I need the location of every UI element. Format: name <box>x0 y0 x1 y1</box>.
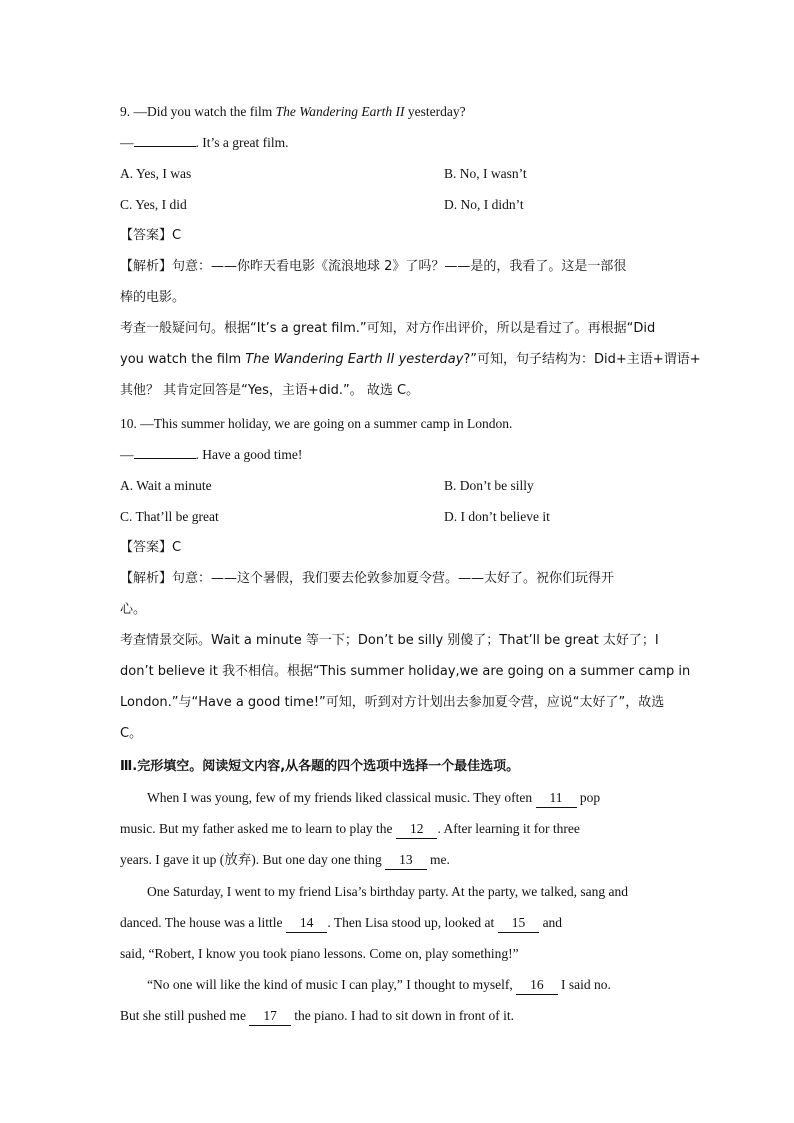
q10-analysis-line-4: don’t believe it 我不相信。根据“This summer holiday,we are going on a summer camp in <box>120 664 691 679</box>
q10-stem: 10. —This summer holiday, we are going on a summer camp in London. <box>120 416 513 431</box>
section-3-heading: Ⅲ.完形填空。阅读短文内容,从各题的四个选项中选择一个最佳选项。 <box>120 759 520 774</box>
blank-14: 14 <box>286 914 328 933</box>
passage-p2-line-1: One Saturday, I went to my friend Lisa’s birthday party. At the party, we talked, sang and <box>147 884 628 899</box>
q9-analysis-line-1: 【解析】句意：——你昨天看电影《流浪地球 2》了吗？——是的，我看了。这是一部很 <box>120 259 627 274</box>
q10-reply-text: . Have a good time! <box>195 447 303 462</box>
passage-p1-line-3 <box>120 851 450 870</box>
q9-analysis-line-5: 其他？ 其肯定回答是“Yes，主语+did.”。 故选 C。 <box>120 383 420 398</box>
blank-13: 13 <box>385 851 427 870</box>
p2-l2-text: danced. The house was a little <box>120 915 286 930</box>
q10-analysis-line-6: C。 <box>120 726 143 741</box>
q9-analysis-line-2: 棒的电影。 <box>120 290 186 305</box>
q10-option-d: D. I don’t believe it <box>444 509 550 524</box>
q10-option-b: B. Don’t be silly <box>444 478 534 493</box>
q9-answer: 【答案】C <box>120 228 182 243</box>
q9-stem-prefix: 9. —Did you watch the film <box>120 104 276 119</box>
q9-option-c: C. Yes, I did <box>120 197 187 212</box>
blank-16: 16 <box>516 976 558 995</box>
q9-analysis-film: The Wandering Earth II yesterday <box>245 352 464 367</box>
q9-analysis-4-suffix: ?”可知，句子结构为：Did+主语+谓语+ <box>463 352 701 367</box>
q10-reply-dash: — <box>120 447 134 462</box>
q9-option-d: D. No, I didn’t <box>444 197 524 212</box>
p3-l1-text: “No one will like the kind of music I can play,” I thought to myself, <box>147 977 517 992</box>
passage-p1-line-1 <box>147 789 600 808</box>
q9-option-b: B. No, I wasn’t <box>444 166 527 181</box>
q10-option-a: A. Wait a minute <box>120 478 212 493</box>
q9-answer-blank <box>134 134 196 147</box>
passage-p3-line-1 <box>147 976 611 995</box>
q9-analysis-line-4 <box>120 351 701 369</box>
p3-l2-text: But she still pushed me <box>120 1008 250 1023</box>
p1-l3-tail: me. <box>426 852 450 867</box>
p1-l3-text: years. I gave it up (放弃). But one day one thing <box>120 852 386 867</box>
passage-p1-line-2 <box>120 820 580 839</box>
q10-reply <box>120 446 302 464</box>
p3-l2-tail: the piano. I had to sit down in front of it. <box>290 1008 514 1023</box>
q9-option-a: A. Yes, I was <box>120 166 192 181</box>
p1-l1-text: When I was young, few of my friends liked classical music. They often <box>147 790 536 805</box>
q10-analysis-line-5: London.”与“Have a good time!”可知，听到对方计划出去参加夏令营，应说“太好了”，故选 <box>120 695 665 710</box>
passage-p3-line-2 <box>120 1007 514 1026</box>
p1-l1-tail: pop <box>576 790 601 805</box>
p1-l2-tail: . After learning it for three <box>437 821 580 836</box>
q9-stem <box>120 103 466 121</box>
q9-analysis-4-prefix: you watch the film <box>120 352 246 367</box>
blank-15: 15 <box>498 914 540 933</box>
blank-12: 12 <box>396 820 438 839</box>
p2-l2-mid: . Then Lisa stood up, looked at <box>327 915 498 930</box>
q9-reply-text: . It’s a great film. <box>195 135 289 150</box>
q10-answer-blank <box>134 446 196 459</box>
passage-p2-line-2 <box>120 914 562 933</box>
q9-stem-suffix: yesterday? <box>404 104 466 119</box>
q10-option-c: C. That’ll be great <box>120 509 219 524</box>
q9-analysis-line-3: 考查一般疑问句。根据“It’s a great film.”可知，对方作出评价，所以是看过了。再根据“Did <box>120 321 656 336</box>
q9-reply <box>120 134 288 152</box>
q10-answer: 【答案】C <box>120 540 182 555</box>
q10-analysis-line-3: 考查情景交际。Wait a minute 等一下；Don’t be silly 别傻了；That’ll be great 太好了；I <box>120 633 659 648</box>
q9-film-title: The Wandering Earth II <box>275 104 405 119</box>
q10-analysis-line-1: 【解析】句意：——这个暑假，我们要去伦敦参加夏令营。——太好了。祝你们玩得开 <box>120 571 615 586</box>
q10-analysis-line-2: 心。 <box>120 602 147 617</box>
q9-reply-dash: — <box>120 135 134 150</box>
blank-11: 11 <box>536 789 577 808</box>
blank-17: 17 <box>249 1007 291 1026</box>
p2-l2-tail: and <box>539 915 563 930</box>
p1-l2-text: music. But my father asked me to learn to play the <box>120 821 396 836</box>
p3-l1-tail: I said no. <box>557 977 611 992</box>
passage-p2-line-3: said, “Robert, I know you took piano lessons. Come on, play something!” <box>120 946 519 961</box>
